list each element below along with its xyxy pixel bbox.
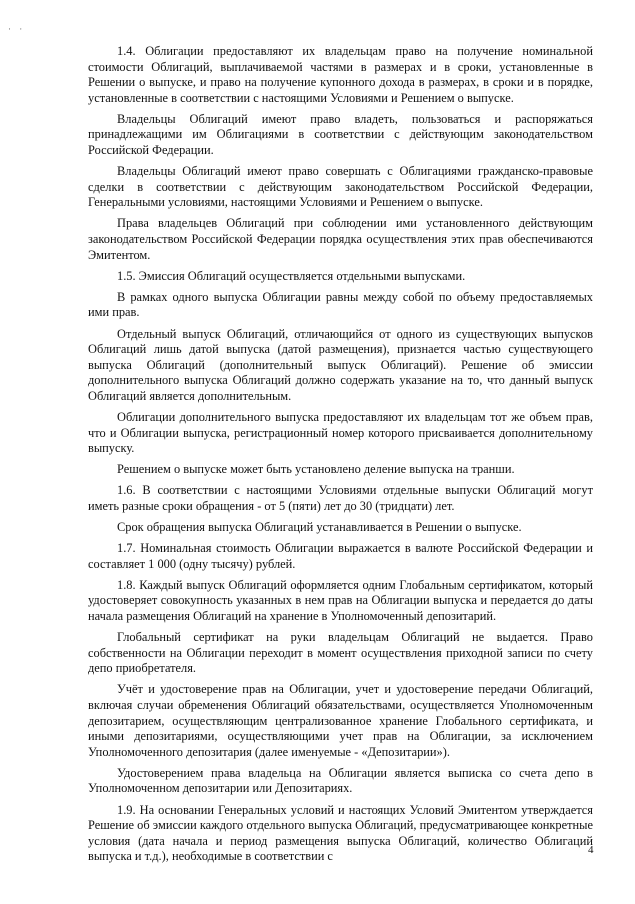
paragraph-additional-issue: Отдельный выпуск Облигаций, отличающийся от одного из существующих выпусков Облигаций лишь датой выпуска (датой размещения), признается частью существующего выпуска Облигаций (дополнительный выпуск Облигаций). Решение об эмиссии дополнительного выпуска Облигаций должно содержать указание на то, что данный выпуск Облигаций является дополнительным. (88, 326, 593, 403)
paragraph-owners-rights: Владельцы Облигаций имеют право владеть, пользоваться и распоряжаться принадлежащими им Облигациями в соответствии с действующим законодательством Российской Федерации. (88, 111, 593, 158)
paragraph-1-8: 1.8. Каждый выпуск Облигаций оформляется одним Глобальным сертификатом, который удостоверяет совокупность указанных в нем прав на Облигации выпуска и передается до даты начала размещения Облигаций на хранение в Уполномоченный депозитарий. (88, 577, 593, 623)
paragraph-1-5: 1.5. Эмиссия Облигаций осуществляется отдельными выпусками. (117, 268, 466, 283)
paragraph-1-6: 1.6. В соответствии с настоящими Условиями отдельные выпуски Облигаций могут иметь разные сроки обращения - от 5 (пяти) лет до 30 (тридцати) лет. (88, 483, 593, 513)
paragraph-global-certificate: Глобальный сертификат на руки владельцам Облигаций не выдается. Право собственности на Облигации переходит в момент осуществления приходной записи по счету депо приобретателя. (88, 630, 593, 676)
paragraph-tranches: Решением о выпуске может быть установлено деление выпуска на транши. (117, 462, 515, 477)
scan-artifact: · · (8, 24, 26, 34)
paragraph-accounting: Учёт и удостоверение прав на Облигации, учет и удостоверение передачи Облигаций, включая случаи обременения Облигаций обязательствами, осуществляется Уполномоченным депозитарием, осуществляющим централизованное хранение Глобального сертификата, и иными депозитариями, осуществляющими учет прав на Облигации, за исключением Уполномоченного депозитария (далее именуемые - «Депозитарии»). (88, 682, 593, 759)
paragraph-civil-transactions: Владельцы Облигаций имеют право совершать с Облигациями гражданско-правовые сделки в соответствии с действующим законодательством Российской Федерации, Генеральными условиями, настоящими Условиями и Решением о выпуске. (88, 164, 593, 210)
paragraph-certification: Удостоверением права владельца на Облигации является выписка со счета депо в Уполномоченном депозитарии или Депозитариях. (88, 765, 593, 796)
paragraph-1-4: 1.4. Облигации предоставляют их владельцам право на получение номинальной стоимости Облигаций, выплачиваемой частями в размерах и в сроки, установленные в Решении о выпуске, и право на получение купонного дохода в размерах, в сроки и в порядке, установленные в соответствии с настоящими Условиями и Решением о выпуске. (88, 44, 593, 105)
paragraph-additional-rights: Облигации дополнительного выпуска предоставляют их владельцам тот же объем прав, что и Облигации выпуска, регистрационный номер которого присваивается дополнительному выпуску. (88, 409, 593, 456)
paragraph-1-7: 1.7. Номинальная стоимость Облигации выражается в валюте Российской Федерации и составляет 1 000 (одну тысячу) рублей. (88, 541, 593, 571)
page-number: 4 (588, 844, 594, 856)
paragraph-rights-ensured: Права владельцев Облигаций при соблюдении ими установленного действующим законодательством Российской Федерации порядка осуществления этих прав обеспечиваются Эмитентом. (88, 216, 593, 262)
body-text (88, 44, 593, 870)
paragraph-circulation-term: Срок обращения выпуска Облигаций устанавливается в Решении о выпуске. (117, 520, 522, 535)
paragraph-1-9: 1.9. На основании Генеральных условий и настоящих Условий Эмитентом утверждается Решение об эмиссии каждого отдельного выпуска Облигаций, предусматривающее конкретные условия (дата начала и период размещения выпуска Облигаций, количество Облигаций выпуска и т.д.), необходимые в соответствии с (88, 802, 593, 864)
paragraph-equal-rights: В рамках одного выпуска Облигации равны между собой по объему предоставляемых ими прав. (88, 289, 593, 320)
